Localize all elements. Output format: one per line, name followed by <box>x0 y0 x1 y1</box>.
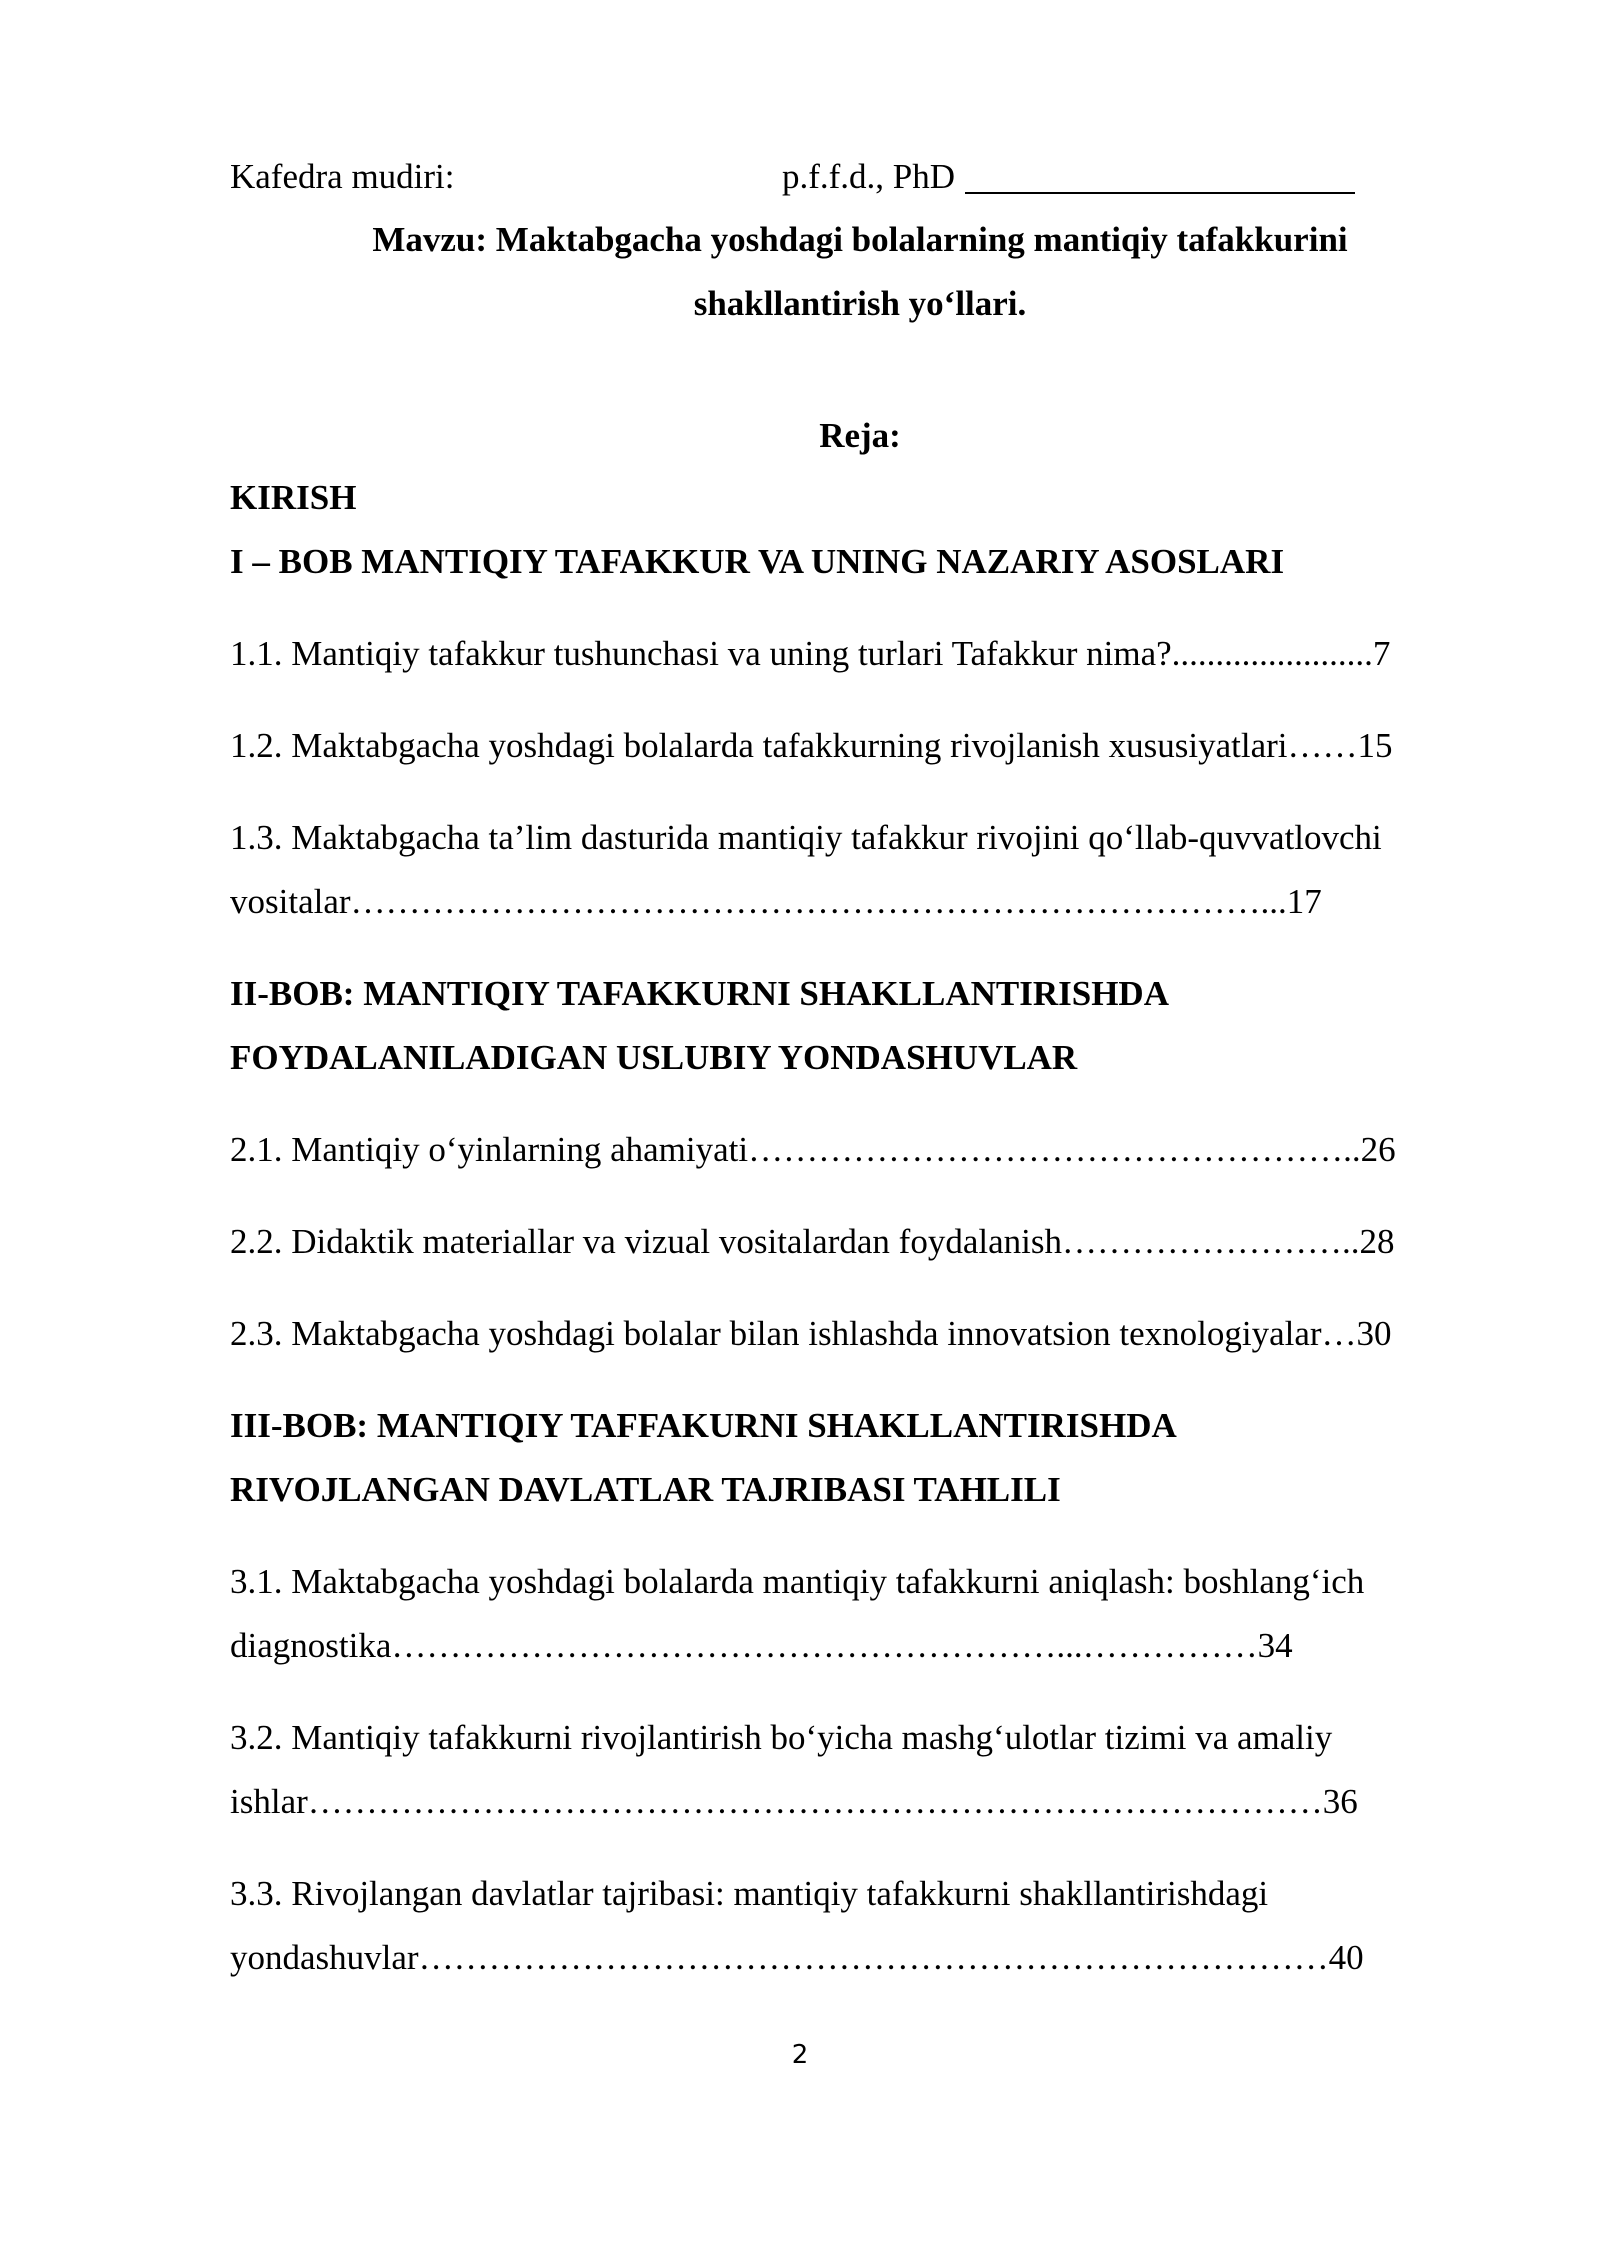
toc-intro: KIRISH <box>230 478 357 517</box>
toc-section-1-3-line-1: 1.3. Maktabgacha ta’lim dasturida mantiqiy tafakkur rivojini qo‘llab-quvvatlovchi <box>230 818 1382 857</box>
toc-section-3-3-line-2: yondashuvlar……………………………………………………………………40 <box>230 1938 1364 1977</box>
academic-title <box>782 150 1355 204</box>
signature-line <box>965 152 1355 194</box>
toc-chapter-3-line-2: RIVOJLANGAN DAVLATLAR TAJRIBASI TAHLILI <box>230 1470 1061 1509</box>
topic-line-2: shakllantirish yo‘llari. <box>693 284 1027 323</box>
toc-section-2-2: 2.2. Didaktik materiallar va vizual vositalardan foydalanish……………………..28 <box>230 1222 1395 1261</box>
academic-degree: p.f.f.d., PhD <box>782 157 956 196</box>
toc-section-2-3: 2.3. Maktabgacha yoshdagi bolalar bilan ishlashda innovatsion texnologiyalar…30 <box>230 1314 1392 1353</box>
toc-chapter-2-line-2: FOYDALANILADIGAN USLUBIY YONDASHUVLAR <box>230 1038 1078 1077</box>
toc-section-1-3-line-2: vositalar……………………………………………………………………...17 <box>230 882 1322 921</box>
topic-line-1: Mavzu: Maktabgacha yoshdagi bolalarning mantiqiy tafakkurini <box>372 220 1348 259</box>
toc-section-1-2: 1.2. Maktabgacha yoshdagi bolalarda tafakkurning rivojlanish xususiyatlari……15 <box>230 726 1393 765</box>
toc-section-3-2-line-1: 3.2. Mantiqiy tafakkurni rivojlantirish bo‘yicha mashg‘ulotlar tizimi va amaliy <box>230 1718 1333 1757</box>
toc-section-3-1-line-1: 3.1. Maktabgacha yoshdagi bolalarda mantiqiy tafakkurni aniqlash: boshlang‘ich <box>230 1562 1365 1601</box>
toc-section-3-2-line-2: ishlar……………………………………………………………………………36 <box>230 1782 1358 1821</box>
toc-section-2-1: 2.1. Mantiqiy o‘yinlarning ahamiyati……………………………………………..26 <box>230 1130 1396 1169</box>
toc-chapter-1: I – BOB MANTIQIY TAFAKKUR VA UNING NAZARIY ASOSLARI <box>230 542 1285 581</box>
toc-section-3-3-line-1: 3.3. Rivojlangan davlatlar tajribasi: mantiqiy tafakkurni shakllantirishdagi <box>230 1874 1269 1913</box>
toc-chapter-3-line-1: III-BOB: MANTIQIY TAFFAKURNI SHAKLLANTIRISHDA <box>230 1406 1177 1445</box>
toc-section-1-1: 1.1. Mantiqiy tafakkur tushunchasi va uning turlari Tafakkur nima?.......................7 <box>230 634 1391 673</box>
department-head-label: Kafedra mudiri: <box>230 157 455 196</box>
plan-heading: Reja: <box>819 416 901 455</box>
toc-section-3-1-line-2: diagnostika…………………………………………………...……………34 <box>230 1626 1293 1665</box>
page-number: 2 <box>791 2040 809 2070</box>
toc-chapter-2-line-1: II-BOB: MANTIQIY TAFAKKURNI SHAKLLANTIRISHDA <box>230 974 1169 1013</box>
